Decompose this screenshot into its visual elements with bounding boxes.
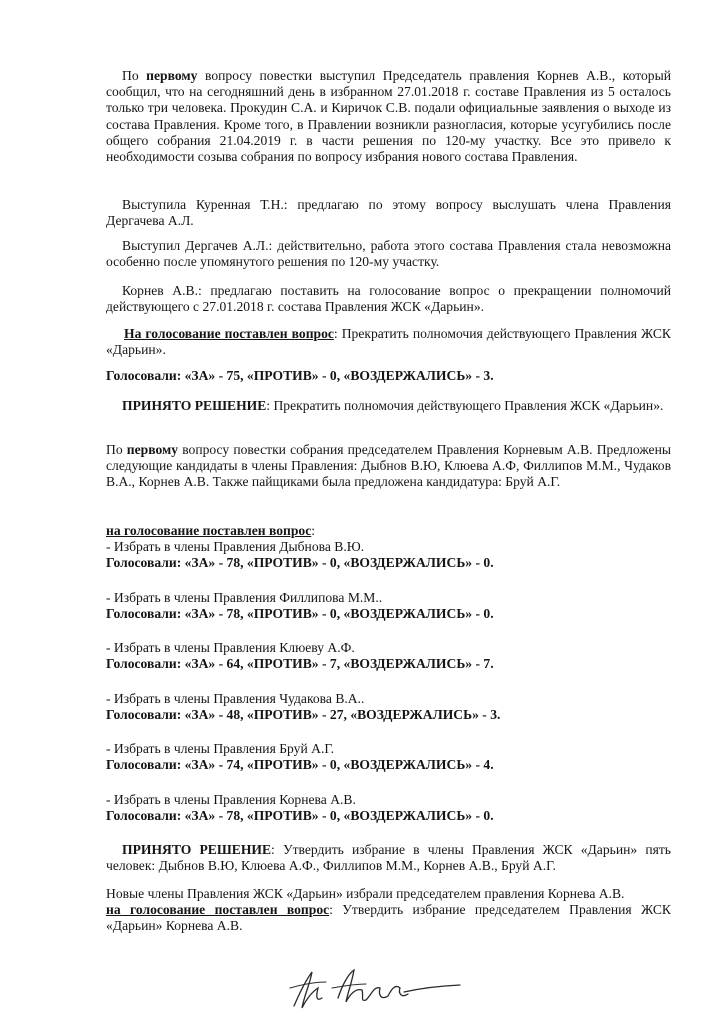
vote-question-heading: на голосование поставлен вопрос:: [106, 523, 316, 538]
bold-word-first: первому: [126, 442, 179, 457]
decision-label: ПРИНЯТО РЕШЕНИЕ: [122, 842, 272, 857]
vote-result-1: Голосовали: «ЗА» - 75, «ПРОТИВ» - 0, «ВОЗДЕРЖАЛИСЬ» - 3.: [106, 368, 494, 383]
paragraph-vote-question-chairman: на голосование поставлен вопрос: Утвердить избрание председателем Правления ЖСК «Дарьин» Корнева А.В.: [106, 902, 671, 934]
election-item: - Избрать в члены Правления Дыбнова В.Ю.: [106, 539, 365, 554]
vote-question-label: На голосование поставлен вопрос: [124, 326, 334, 341]
election-vote: Голосовали: «ЗА» - 74, «ПРОТИВ» - 0, «ВОЗДЕРЖАЛИСЬ» - 4.: [106, 757, 494, 772]
vote-question-label: на голосование поставлен вопрос: [106, 902, 330, 917]
election-vote: Голосовали: «ЗА» - 78, «ПРОТИВ» - 0, «ВОЗДЕРЖАЛИСЬ» - 0.: [106, 555, 494, 570]
election-item: - Избрать в члены Правления Филлипова М.М..: [106, 590, 383, 605]
election-vote: Голосовали: «ЗА» - 78, «ПРОТИВ» - 0, «ВОЗДЕРЖАЛИСЬ» - 0.: [106, 606, 494, 621]
paragraph-vote-question-1: На голосование поставлен вопрос: Прекратить полномочия действующего Правления ЖСК «Дарьин».: [106, 326, 671, 358]
decision-label: ПРИНЯТО РЕШЕНИЕ: [122, 398, 267, 413]
election-item: - Избрать в члены Правления Клюеву А.Ф.: [106, 640, 355, 655]
paragraph-candidates: По первому вопросу повестки собрания председателем Правления Корневым А.В. Предложены следующие кандидаты в члены Правления: Дыбнов В.Ю, Клюева А.Ф, Филлипов М.М., Чудаков В.А., Корнев А.В. Также пайщиками была предложена кандидатура: Бруй А.Г.: [106, 442, 671, 490]
paragraph-first-question: По первому вопросу повестки выступил Председатель правления Корнев А.В., который сообщил, что на сегодняшний день в избранном 27.01.2018 г. составе Правления из 5 осталось только три человека. Прокудин С.А. и Киричок С.В. подали официальные заявления о выходе из состава Правления. Кроме того, в Правлении возникли разногласия, которые усугубились после общего собрания 21.04.2019 г. в части решения по 120-му участку. Все это привело к необходимости созыва собрания по вопросу избрания нового состава Правления.: [106, 68, 671, 165]
election-vote: Голосовали: «ЗА» - 48, «ПРОТИВ» - 27, «ВОЗДЕРЖАЛИСЬ» - 3.: [106, 707, 501, 722]
handwritten-signature: [286, 958, 466, 1018]
election-item: - Избрать в члены Правления Бруй А.Г.: [106, 741, 335, 756]
decision-1: ПРИНЯТО РЕШЕНИЕ: Прекратить полномочия действующего Правления ЖСК «Дарьин».: [122, 398, 664, 413]
paragraph-chairman-elected: Новые члены Правления ЖСК «Дарьин» избрали председателем правления Корнева А.В.: [106, 886, 625, 901]
election-vote: Голосовали: «ЗА» - 64, «ПРОТИВ» - 7, «ВОЗДЕРЖАЛИСЬ» - 7.: [106, 656, 494, 671]
paragraph-dergachev: Выступил Дергачев А.Л.: действительно, работа этого состава Правления стала невозможна особенно после упомянутого решения по 120-му участку.: [106, 238, 671, 270]
paragraph-kurennaya: Выступила Куренная Т.Н.: предлагаю по этому вопросу выслушать члена Правления Дергачева А.Л.: [106, 197, 671, 229]
election-vote: Голосовали: «ЗА» - 78, «ПРОТИВ» - 0, «ВОЗДЕРЖАЛИСЬ» - 0.: [106, 808, 494, 823]
election-item: - Избрать в члены Правления Корнева А.В.: [106, 792, 356, 807]
election-item: - Избрать в члены Правления Чудакова В.А..: [106, 691, 365, 706]
paragraph-kornev-proposal: Корнев А.В.: предлагаю поставить на голосование вопрос о прекращении полномочий действующего с 27.01.2018 г. состава Правления ЖСК «Дарьин».: [106, 283, 671, 315]
decision-2: ПРИНЯТО РЕШЕНИЕ: Утвердить избрание в члены Правления ЖСК «Дарьин» пять человек: Дыбнов В.Ю, Клюева А.Ф., Филлипов М.М., Корнев А.В., Бруй А.Г.: [106, 842, 672, 874]
bold-word-first: первому: [146, 68, 198, 83]
